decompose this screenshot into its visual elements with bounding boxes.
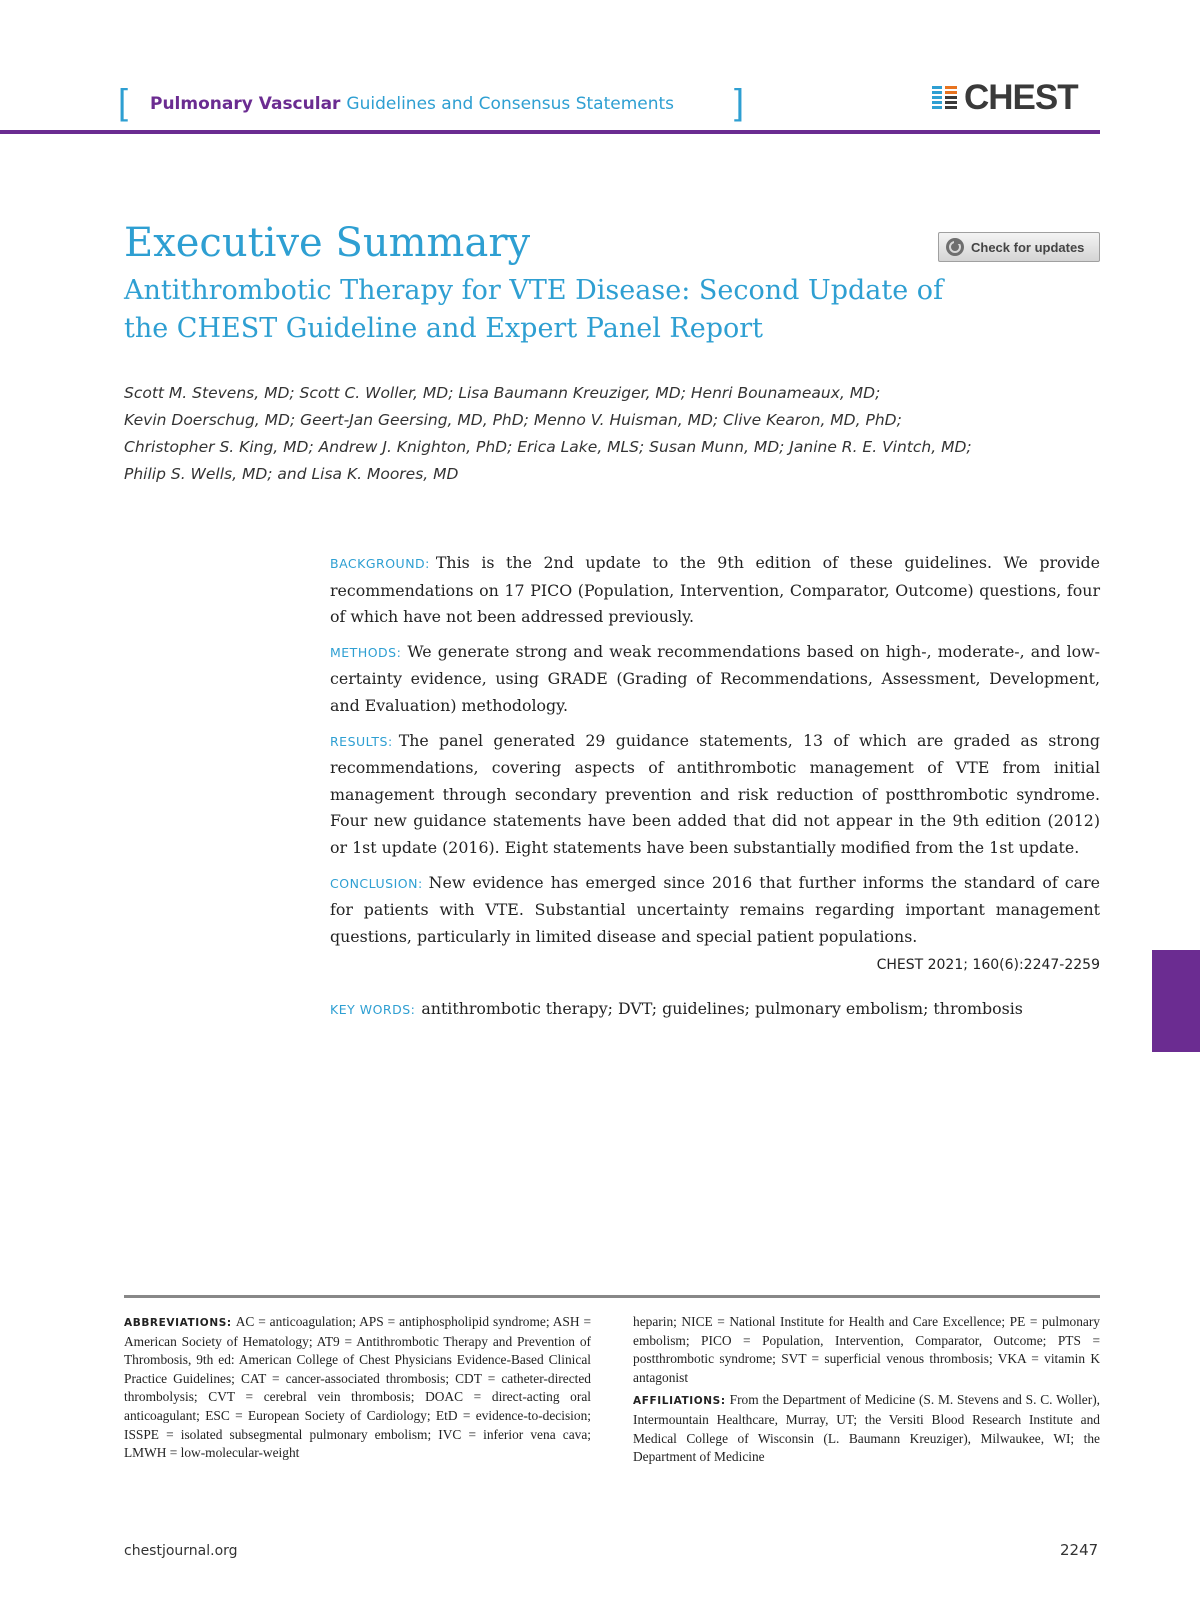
abbreviations-continued: heparin; NICE = National Institute for Health and Care Excellence; PE = pulmonary embolism; PICO = Population, Intervention, Comparator, Outcome; PTS = postthrombotic syndrome; SVT = superficial venous thrombosis; VKA = vitamin K antagonist <box>633 1314 1100 1385</box>
abstract <box>330 550 1100 1032</box>
affiliations-text: From the Department of Medicine (S. M. Stevens and S. C. Woller), Intermountain Healthcare, Murray, UT; the Versiti Blood Research Institute and Medical College of Wisconsin (L. Baumann Kreuziger), Milwaukee, WI; the Department of Medicine <box>633 1392 1100 1465</box>
check-for-updates-label: Check for updates <box>971 239 1085 255</box>
article-title: Executive Summary <box>124 220 531 266</box>
header-rule <box>0 130 1100 134</box>
check-for-updates-button[interactable] <box>938 232 1100 262</box>
abbreviations-label: ABBREVIATIONS: <box>124 1317 232 1329</box>
abstract-background <box>330 550 1100 631</box>
abstract-results <box>330 728 1100 862</box>
abstract-methods <box>330 639 1100 720</box>
conclusion-text: New evidence has emerged since 2016 that further informs the standard of care for patients with VTE. Substantial uncertainty remains regarding important management questions, particularly in limited disease and special patient populations. <box>330 872 1100 946</box>
affiliations-note <box>633 1391 1100 1466</box>
section-side-tab <box>1152 950 1200 1052</box>
author-line: Scott M. Stevens, MD; Scott C. Woller, MD; Lisa Baumann Kreuziger, MD; Henri Bounameaux, MD; <box>124 384 881 402</box>
author-list <box>124 380 1084 488</box>
results-text: The panel generated 29 guidance statements, 13 of which are graded as strong recommendations, covering aspects of antithrombotic management of VTE from initial management through secondary prevention and risk reduction of postthrombotic syndrome. Four new guidance statements have been added that did not appear in the 9th edition (2012) or 1st update (2016). Eight statements have been substantially modified from the 1st update. <box>330 730 1100 857</box>
author-line: Kevin Doerschug, MD; Geert-Jan Geersing, MD, PhD; Menno V. Huisman, MD; Clive Kearon, MD, PhD; <box>124 411 902 429</box>
journal-url[interactable]: chestjournal.org <box>124 1543 238 1559</box>
keywords-label: KEY WORDS: <box>330 1002 416 1018</box>
conclusion-label: CONCLUSION: <box>330 875 423 891</box>
header-bracket-right: ] <box>734 81 745 122</box>
background-label: BACKGROUND: <box>330 556 430 571</box>
section-subtitle: Guidelines and Consensus Statements <box>346 94 675 114</box>
chest-logo-text: CHEST <box>964 78 1078 117</box>
author-line: Christopher S. King, MD; Andrew J. Knighton, PhD; Erica Lake, MLS; Susan Munn, MD; Janine R. E. Vintch, MD; <box>124 438 972 456</box>
refresh-icon <box>945 237 965 257</box>
footnote-rule <box>124 1295 1100 1298</box>
section-name: Pulmonary Vascular <box>150 94 341 114</box>
keywords-text: antithrombotic therapy; DVT; guidelines; pulmonary embolism; thrombosis <box>421 999 1023 1019</box>
footnote-column-left <box>124 1313 591 1467</box>
citation: CHEST 2021; 160(6):2247-2259 <box>876 957 1100 974</box>
background-text: This is the 2nd update to the 9th edition of these guidelines. We provide recommendations on 17 PICO (Population, Intervention, Comparator, Outcome) questions, four of which have not been addressed previously. <box>330 553 1100 627</box>
abbreviations-text: AC = anticoagulation; APS = antiphospholipid syndrome; ASH = American Society of Hematology; AT9 = Antithrombotic Therapy and Prevention of Thrombosis, 9th ed: American College of Chest Physicians Evidence-Based Clinical Practice Guidelines; CAT = cancer-associated thrombosis; CDT = catheter-directed thrombolysis; CVT = cerebral vein thrombosis; DOAC = direct-acting oral anticoagulant; ESC = European Society of Cardiology; EtD = evidence-to-decision; ISSPE = isolated subsegmental pulmonary embolism; IVC = inferior vena cava; LMWH = low-molecular-weight <box>124 1314 591 1461</box>
affiliations-label: AFFILIATIONS: <box>633 1395 726 1408</box>
results-label: RESULTS: <box>330 733 393 749</box>
author-line: Philip S. Wells, MD; and Lisa K. Moores, MD <box>124 465 459 483</box>
abbreviations-note <box>124 1313 591 1463</box>
methods-text: We generate strong and weak recommendations based on high-, moderate-, and low-certainty evidence, using GRADE (Grading of Recommendations, Assessment, Development, and Evaluation) methodology. <box>330 641 1100 715</box>
methods-label: METHODS: <box>330 644 402 660</box>
chest-logo <box>930 78 1078 118</box>
abstract-keywords <box>330 996 1100 1024</box>
page-number: 2247 <box>1060 1541 1099 1559</box>
footnote-column-right <box>633 1313 1100 1471</box>
section-header <box>150 94 674 114</box>
abstract-conclusion <box>330 870 1100 951</box>
header-bracket-left: [ <box>118 81 129 122</box>
chest-logo-icon <box>930 83 960 113</box>
article-subtitle: Antithrombotic Therapy for VTE Disease: Second Update of the CHEST Guideline and Expert Panel Report <box>124 275 944 344</box>
